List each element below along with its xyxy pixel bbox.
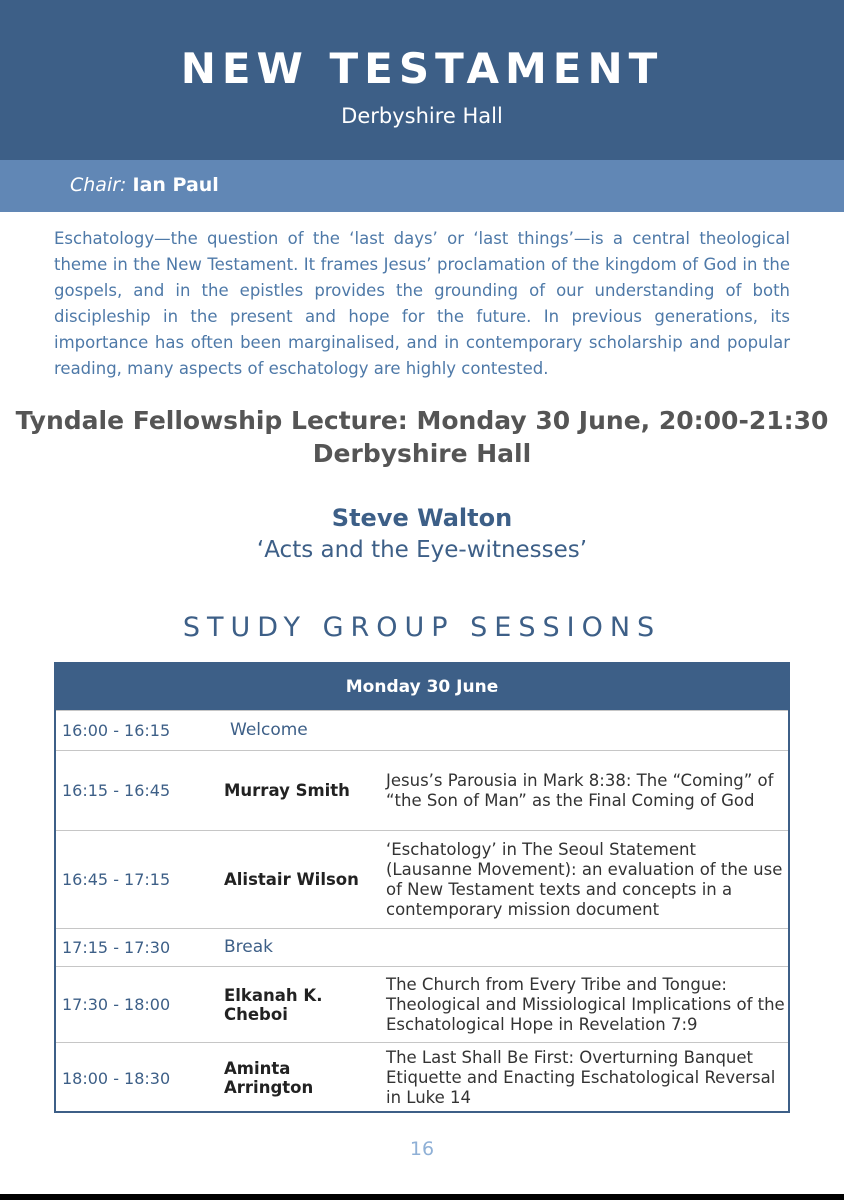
session-title: The Last Shall Be First: Overturning Banquet Etiquette and Enacting Eschatological Reversal in Luke 14: [386, 1048, 776, 1107]
table-row: [56, 830, 788, 928]
intro-paragraph: Eschatology—the question of the ‘last days’ or ‘last things’—is a central theological theme in the New Testament. It frames Jesus’ proclamation of the kingdom of God in the gospels, and in the epistles provides the grounding of our understanding of both discipleship in the present and hope for the future. In previous generations, its importance has often been marginalised, and in contemporary scholarship and popular reading, many aspects of eschatology are highly contested.: [54, 229, 790, 378]
lecture-line-1: Tyndale Fellowship Lecture: Monday 30 June, 20:00-21:30: [15, 406, 829, 435]
session-time: 18:00 - 18:30: [62, 1068, 171, 1088]
session-name: Break: [224, 937, 273, 957]
schedule-day-header: Monday 30 June: [56, 664, 788, 710]
sessions-heading: STUDY GROUP SESSIONS: [182, 612, 662, 643]
session-speaker: Elkanah K. Cheboi: [224, 985, 323, 1024]
page-header: [0, 0, 844, 160]
session-time: 16:45 - 17:15: [62, 870, 171, 889]
lecture-heading: [0, 404, 844, 470]
chair-name: Ian Paul: [132, 174, 219, 196]
session-title: The Church from Every Tribe and Tongue: Theological and Missiological Implications of the Eschatological Hope in Revelation 7:9: [386, 974, 785, 1034]
session-time: 16:15 - 16:45: [62, 781, 171, 800]
session-time: 17:30 - 18:00: [62, 995, 171, 1014]
table-row: [56, 710, 788, 750]
table-row: [56, 966, 788, 1042]
session-speaker: Murray Smith: [224, 781, 350, 800]
lecture-line-2: Derbyshire Hall: [312, 439, 532, 468]
page-number: 16: [409, 1138, 435, 1160]
session-speaker: Alistair Wilson: [224, 870, 359, 889]
bottom-edge: [0, 1194, 844, 1200]
session-name: Welcome: [230, 720, 308, 740]
table-row: [56, 1042, 788, 1113]
table-row: [56, 750, 788, 830]
chair-line: [70, 174, 219, 196]
table-row: [56, 928, 788, 966]
schedule-table: [54, 662, 790, 1113]
session-time: 16:00 - 16:15: [62, 721, 171, 740]
chair-bar: [0, 160, 844, 212]
lecture-talk-title: ‘Acts and the Eye-witnesses’: [256, 537, 588, 563]
venue-label: Derbyshire Hall: [341, 104, 503, 128]
page-title: NEW TESTAMENT: [180, 44, 664, 93]
chair-label: Chair:: [70, 174, 127, 196]
session-time: 17:15 - 17:30: [62, 938, 171, 957]
lecture-speaker: Steve Walton: [331, 504, 513, 532]
session-title: ‘Eschatology’ in The Seoul Statement (Lausanne Movement): an evaluation of the use of New Testament texts and concepts in a contemporary mission document: [386, 839, 783, 919]
session-title: Jesus’s Parousia in Mark 8:38: The “Coming” of “the Son of Man” as the Final Coming of God: [386, 770, 774, 810]
session-speaker: Aminta Arrington: [224, 1059, 314, 1097]
